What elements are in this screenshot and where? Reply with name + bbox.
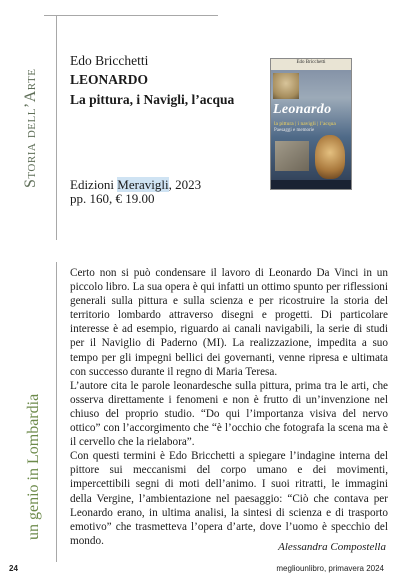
vertical-rule-lower [56,262,57,562]
cover-drawing [275,141,309,171]
book-details: pp. 160, € 19.00 [70,191,155,206]
book-subtitle: La pittura, i Navigli, l’acqua [70,92,235,107]
top-rule [44,15,218,16]
book-cover-image [270,58,352,190]
section-label-apostrophe: ’ [22,102,39,109]
article-paragraph-2: L’autore cita le parole leonardesche sulla pittura, prima tra le arti, che osserva direttamente i fenomeni e non è frutto di un’invenzione nel chiuso del proprio studio. “Do qui l’importanza visiva del nervo ottico” con l’accorgimento che “è l’occhio che fotografa la scena ma è il cervello che la rielabora”. [70,379,388,449]
article-signature: Alessandra Compostella [278,541,386,553]
article-paragraph-3: Con questi termini è Edo Bricchetti a spiegare l’indagine interna del pittore sui meccanismi del corpo umano e dei movimenti, impercettibili segni di moti dell’animo. I suoi ritratti, le immagini della Vergine, l’ambientazione nel paesaggio: “Ciò che contava per Leonardo erano, in ultima analisi, la sintesi di scienza e di trasporto emotivo” che trasmetteva l’opera d’arte, dove l’uomo è specchio del mondo. [70,450,388,547]
cover-subtitle-2: Paesaggi e memorie [274,128,315,133]
cover-author: Edo Bricchetti [296,60,326,65]
cover-painting-thumb [273,73,299,99]
publisher-prefix: Edizioni [70,177,118,192]
article-body [70,266,388,548]
book-title: LEONARDO [70,72,149,87]
book-author: Edo Bricchetti [70,53,149,68]
publisher-year: , 2023 [168,177,202,192]
cover-title: Leonardo [273,102,332,117]
vertical-rule-upper [56,15,57,240]
section-label-end: rte [22,68,39,91]
article-paragraph-1: Certo non si può condensare il lavoro di Leonardo Da Vinci in un piccolo libro. La sua opera è qui infatti un ottimo spunto per riflessioni generali sulla pittura e sulla scienza e per ricostruire la storia del territorio lombardo attraverso disegni e progetti. Di particolare interesse è ad esempio, riguardo ai canali navigabili, la serie di studi per il Naviglio di Paderno (MI). La realizzazione, impedita a suo tempo per gli impegni bellici dei governanti, venne ripresa e ultimata con successo durante il regno di Maria Teresa. [70,267,388,378]
section-label-initial-2: A [22,90,39,103]
publisher-name: Meravigli [117,177,169,192]
section-label-part: toria dell [22,108,39,179]
footer-publication: megliounlibro, primavera 2024 [276,564,384,573]
page-number: 24 [9,564,18,573]
section-label [22,69,40,188]
cover-portrait [315,135,345,179]
sidebar-title: un genio in Lombardia [25,393,42,540]
cover-bottom-band [271,180,351,189]
section-label-initial: S [22,178,39,188]
cover-subtitle: la pittura | i navigli | l’acqua [274,121,336,127]
